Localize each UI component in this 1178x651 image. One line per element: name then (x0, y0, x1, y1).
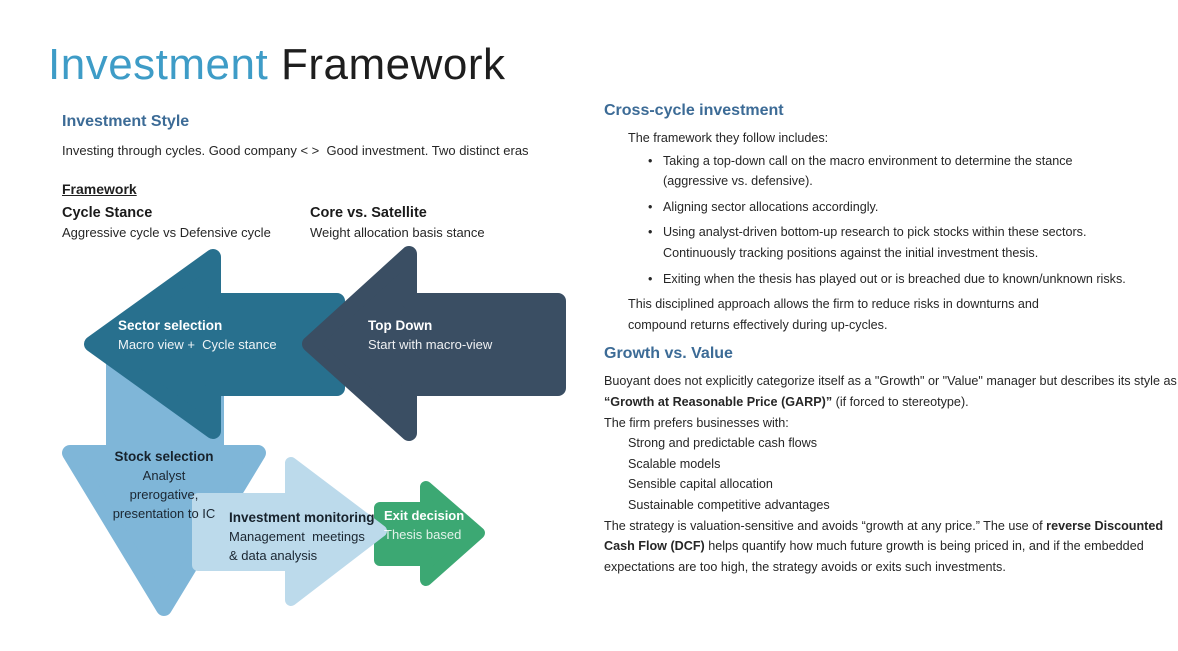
bullet-text: Taking a top-down call on the macro environment to determine the stance (aggressive vs. defensive). (663, 153, 1073, 189)
bullet-marker: • (648, 199, 653, 214)
growth-paragraph-2: The strategy is valuation-sensitive and avoids “growth at any price.” The use of reverse Discounted Cash Flow (DCF) helps quantify how much future growth is being priced in, and if the embedded expectations are too high, the strategy avoids or exits such investments. (604, 518, 1164, 574)
preference-item: Sensible capital allocation (628, 477, 773, 492)
cross-cycle-outro: compound returns effectively during up-cycles. (628, 317, 888, 332)
bullet-text: Using analyst-driven bottom-up research to pick stocks within these sectors. Continuously tracking positions against the initial investment thesis. (663, 225, 1087, 260)
preference-item: Sustainable competitive advantages (628, 497, 830, 512)
cycle-stance-title: Cycle Stance (62, 205, 153, 221)
preference-item: Scalable models (628, 456, 721, 471)
growth-paragraph-1: Buoyant does not explicitly categorize itself as a "Growth" or "Value" manager but describes its style as “Growth at Reasonable Price (GARP)” (if forced to stereotype). (604, 374, 1177, 409)
growth-value-heading: Growth vs. Value (604, 345, 733, 363)
bullet-item (604, 269, 1178, 290)
bullet-marker: • (648, 225, 653, 240)
cycle-stance-subtitle: Aggressive cycle vs Defensive cycle (62, 225, 271, 240)
cross-cycle-outro: This disciplined approach allows the firm to reduce risks in downturns and (628, 297, 1039, 312)
sector-selection-label: Sector selection Macro view + Cycle stance (118, 318, 277, 352)
investment-style-text: Investing through cycles. Good company < > Good investment. Two distinct eras (62, 143, 529, 158)
preference-item: Strong and predictable cash flows (628, 436, 818, 451)
bullet-marker: • (648, 271, 653, 286)
top-down-label: Top Down Start with macro-view (368, 318, 493, 352)
investment-style-heading: Investment Style (62, 113, 190, 130)
stock-selection-label: Stock selection Analyst prerogative, presentation to IC (112, 449, 216, 521)
framework-heading: Framework (62, 181, 137, 197)
bullet-marker: • (648, 153, 653, 168)
core-satellite-subtitle: Weight allocation basis stance (310, 225, 485, 240)
garp-bold: “Growth at Reasonable Price (GARP)” (604, 394, 833, 409)
bullet-item (604, 222, 1178, 263)
investment-monitoring-label: Investment monitoring Management meetings & data analysis (229, 510, 375, 563)
exit-decision-label: Exit decision Thesis based (384, 508, 465, 542)
core-satellite-title: Core vs. Satellite (310, 205, 427, 221)
bullet-item (604, 151, 1178, 192)
cross-cycle-heading: Cross-cycle investment (604, 102, 784, 119)
title-highlight: Investment (48, 40, 269, 89)
cross-cycle-intro: The framework they follow includes: (628, 131, 829, 145)
bullet-text: Aligning sector allocations accordingly. (663, 199, 879, 214)
firm-prefers-intro: The firm prefers businesses with: (604, 415, 789, 430)
bullet-item (604, 197, 1178, 218)
title-rest: Framework (268, 40, 506, 89)
bullet-text: Exiting when the thesis has played out or is breached due to known/unknown risks. (663, 271, 1126, 286)
right-column (604, 101, 1178, 577)
dcf-bold: reverse Discounted Cash Flow (DCF) (604, 518, 1164, 554)
